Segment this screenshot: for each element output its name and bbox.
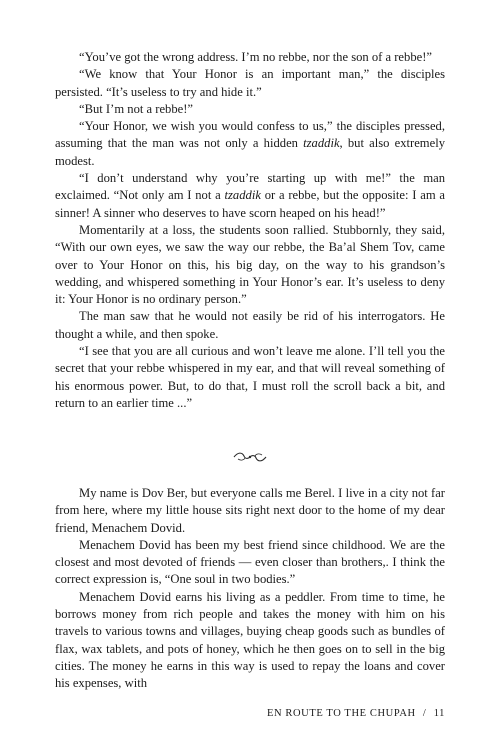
paragraph: Menachem Dovid earns his living as a peddler. From time to time, he borrows money from rich people and takes the money with him on his travels to various towns and villages, buying cheap goods such as bundles of flax, wax tablets, and pots of honey, which he then goes on to sell in the big cities. The money he earns in this way is used to repay the loans and cover his expenses, with (55, 589, 445, 691)
paragraph: “You’ve got the wrong address. I’m no rebbe, nor the son of a rebbe!” (79, 50, 432, 64)
text-section-2 (55, 485, 445, 693)
paragraph: Momentarily at a loss, the students soon rallied. Stubbornly, they said, “With our own eyes, we saw the way our rebbe, the Ba’al Shem Tov, came over to Your Honor on this, his big day, on the way to his grandson’s wedding, and whispered something in Your Honor’s ear. It’s useless to deny it: Your Honor is no ordinary person.” (55, 222, 445, 307)
paragraph: “I don’t understand why you’re starting up with me!” the man exclaimed. “Not only am I not a tzaddik or a rebbe, but the opposite: I am a sinner! A sinner who deserves to have scorn heaped on his head!” (55, 171, 445, 220)
paragraph: My name is Dov Ber, but everyone calls me Berel. I live in a city not far from here, where my little house sits right next door to the home of my dear friend, Menachem Dovid. (55, 486, 445, 535)
paragraph: Menachem Dovid has been my best friend since childhood. We are the closest and most devoted of friends — even closer than brothers,. I think the correct expression is, “One soul in two bodies.” (55, 537, 445, 587)
ornament-divider-icon (232, 451, 268, 463)
paragraph: “I see that you are all curious and won’t leave me alone. I’ll tell you the secret that your rebbe whispered in my ear, and that will reveal something of his enormous power. But, to do that, I must roll the scroll back a bit, and return to an earlier time ...” (55, 344, 445, 410)
italic-term: tzaddik (303, 136, 340, 151)
page-number: 11 (433, 708, 445, 719)
paragraph: “We know that Your Honor is an important man,” the disciples persisted. “It’s useless to try and hide it.” (55, 67, 445, 99)
paragraph: The man saw that he would not easily be rid of his interrogators. He thought a while, and then spoke. (55, 309, 445, 341)
paragraph: “But I’m not a rebbe!” (79, 101, 193, 116)
page-footer (267, 708, 445, 719)
paragraph: “Your Honor, we wish you would confess to us,” the disciples pressed, assuming that the man was not only a hidden tzaddik, but also extremely modest. (55, 119, 445, 168)
italic-term: tzaddik (224, 188, 261, 203)
text-section-1 (55, 49, 445, 412)
running-head: EN ROUTE TO THE CHUPAH (266, 708, 416, 719)
footer-separator: / (422, 708, 427, 719)
